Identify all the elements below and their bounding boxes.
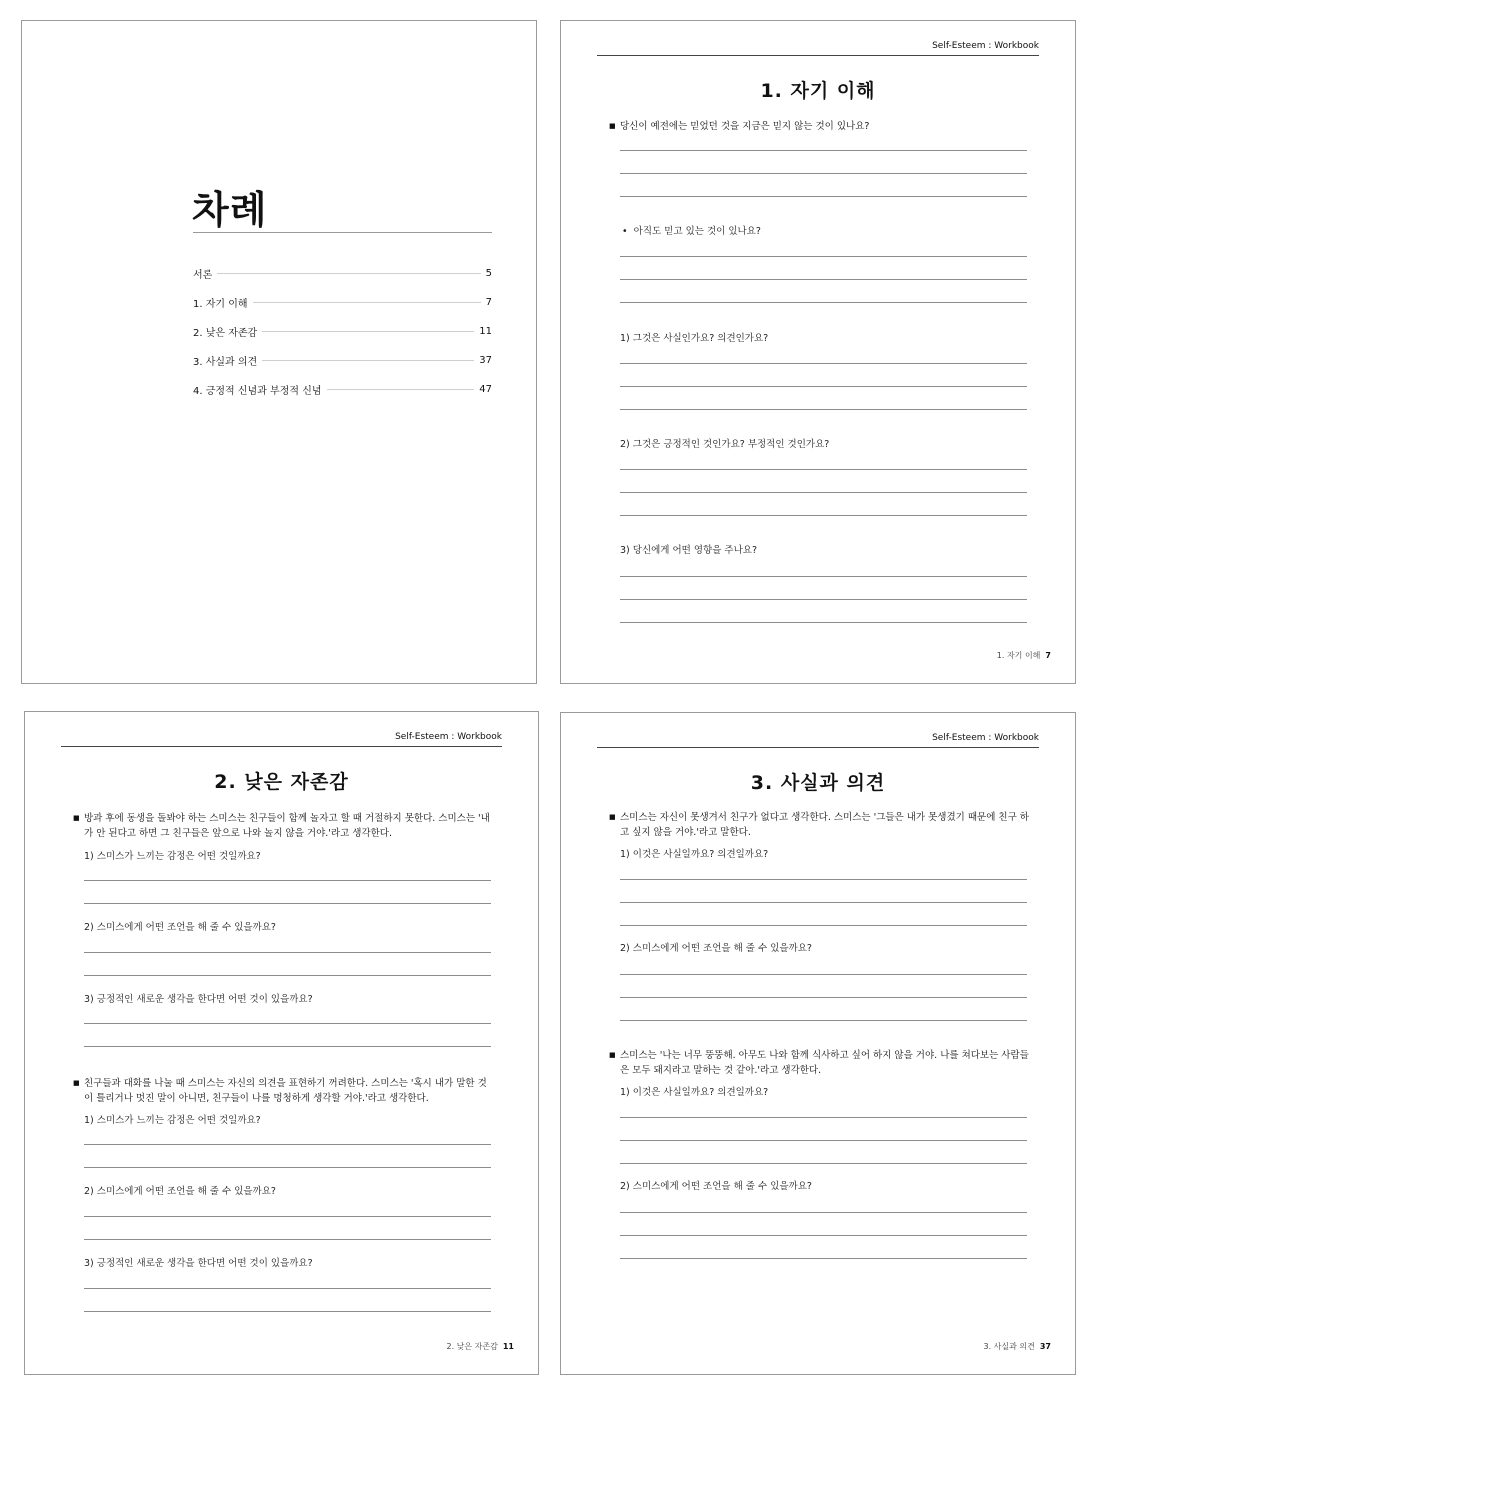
answer-line[interactable]: [620, 386, 1027, 387]
toc-entry[interactable]: [193, 317, 492, 346]
toc-entry[interactable]: [193, 259, 492, 288]
toc-entry-page: 5: [485, 268, 492, 279]
toc-entry-label: 2. 낮은 자존감: [193, 328, 258, 339]
answer-line[interactable]: [620, 576, 1027, 577]
answer-line[interactable]: [84, 952, 491, 953]
toc-entry-page: 37: [479, 355, 492, 366]
question: 3) 긍정적인 새로운 생각을 한다면 어떤 것이 있을까요?: [84, 1258, 313, 1269]
page-number: 11: [502, 1342, 514, 1351]
running-header: Self-Esteem : Workbook: [932, 733, 1039, 743]
answer-line[interactable]: [620, 1020, 1027, 1021]
answer-line[interactable]: [620, 902, 1027, 903]
answer-line[interactable]: [84, 975, 491, 976]
question: 2) 스미스에게 어떤 조언을 해 줄 수 있을까요?: [620, 943, 812, 954]
answer-line[interactable]: [620, 1163, 1027, 1164]
answer-line[interactable]: [620, 515, 1027, 516]
answer-line[interactable]: [620, 974, 1027, 975]
workbook-page-11: [24, 711, 539, 1375]
footer-section: 2. 낮은 자존감: [446, 1342, 498, 1351]
page-footer: [447, 1341, 515, 1352]
question: 2) 스미스에게 어떤 조언을 해 줄 수 있을까요?: [84, 922, 276, 933]
answer-line[interactable]: [84, 1167, 491, 1168]
toc-entry[interactable]: [193, 288, 492, 317]
toc-list: [193, 259, 492, 404]
question: 3) 긍정적인 새로운 생각을 한다면 어떤 것이 있을까요?: [84, 994, 313, 1005]
toc-leader: [217, 273, 480, 274]
answer-line[interactable]: [84, 880, 491, 881]
answer-line[interactable]: [620, 492, 1027, 493]
toc-leader: [262, 360, 474, 361]
header-rule: [597, 747, 1039, 748]
question: 1) 스미스가 느끼는 감정은 어떤 것일까요?: [84, 1115, 261, 1126]
page-title: 1. 자기 이해: [760, 80, 876, 102]
answer-line[interactable]: [620, 1212, 1027, 1213]
answer-line[interactable]: [620, 1258, 1027, 1259]
page-number: 37: [1039, 1342, 1051, 1351]
answer-line[interactable]: [84, 1144, 491, 1145]
toc-leader: [327, 389, 475, 390]
toc-entry-label: 서론: [193, 270, 213, 281]
page-number: 7: [1045, 651, 1051, 660]
answer-line[interactable]: [620, 196, 1027, 197]
case-text: ■ 스미스는 '나는 너무 뚱뚱해. 아무도 나와 함께 식사하고 싶어 하지 않을 거야. 나를 쳐다보는 사람들은 모두 돼지라고 말하는 것 같아.'라고 생각한다.: [609, 1048, 1029, 1078]
toc-title: 차례: [192, 188, 268, 232]
answer-line[interactable]: [620, 925, 1027, 926]
page-footer: [984, 1341, 1052, 1352]
question: 1) 이것은 사실일까요? 의견일까요?: [620, 1087, 769, 1098]
answer-line[interactable]: [620, 1117, 1027, 1118]
case-text: ■ 방과 후에 동생을 돌봐야 하는 스미스는 친구들이 함께 놀자고 할 때 거절하지 못한다. 스미스는 '내가 안 된다고 하면 그 친구들은 앞으로 나와 놀지 않을 거야.'라고 생각한다.: [73, 811, 493, 841]
prompt-text: ■ 당신이 예전에는 믿었던 것을 지금은 믿지 않는 것이 있나요?: [609, 119, 1029, 134]
answer-line[interactable]: [84, 1311, 491, 1312]
sub-question-text: 아직도 믿고 있는 것이 있나요?: [633, 226, 761, 237]
toc-entry-label: 3. 사실과 의견: [193, 357, 258, 368]
toc-leader: [262, 331, 474, 332]
answer-line[interactable]: [84, 1216, 491, 1217]
answer-line[interactable]: [620, 1235, 1027, 1236]
question: 2) 스미스에게 어떤 조언을 해 줄 수 있을까요?: [84, 1186, 276, 1197]
answer-line[interactable]: [84, 1046, 491, 1047]
toc-entry-page: 11: [479, 326, 492, 337]
question: 3) 당신에게 어떤 영향을 주나요?: [620, 545, 757, 556]
footer-section: 3. 사실과 의견: [983, 1342, 1035, 1351]
toc-divider: [193, 232, 492, 233]
answer-line[interactable]: [620, 279, 1027, 280]
case-text: ■ 스미스는 자신이 못생겨서 친구가 없다고 생각한다. 스미스는 '그들은 내가 못생겼기 때문에 친구 하고 싶지 않을 거야.'라고 말한다.: [609, 810, 1029, 840]
answer-line[interactable]: [84, 1288, 491, 1289]
workbook-page-7: [560, 20, 1076, 684]
toc-entry[interactable]: [193, 375, 492, 404]
workbook-page-37: [560, 712, 1076, 1375]
answer-line[interactable]: [84, 1239, 491, 1240]
answer-line[interactable]: [620, 409, 1027, 410]
toc-entry-page: 7: [485, 297, 492, 308]
case-text: ■ 친구들과 대화를 나눌 때 스미스는 자신의 의견을 표현하기 꺼려한다. 스미스는 '혹시 내가 말한 것이 틀리거나 멋진 말이 아니면, 친구들이 나를 멍청하게 생각할 거야.'라고 생각한다.: [73, 1076, 493, 1106]
answer-line[interactable]: [620, 150, 1027, 151]
question: 1) 이것은 사실일까요? 의견일까요?: [620, 849, 769, 860]
footer-section: 1. 자기 이해: [996, 651, 1041, 660]
toc-entry-label: 1. 자기 이해: [193, 299, 248, 310]
sub-question: • 아직도 믿고 있는 것이 있나요?: [622, 226, 761, 237]
running-header: Self-Esteem : Workbook: [395, 732, 502, 742]
answer-line[interactable]: [620, 622, 1027, 623]
answer-line[interactable]: [620, 879, 1027, 880]
answer-line[interactable]: [620, 363, 1027, 364]
toc-entry[interactable]: [193, 346, 492, 375]
answer-line[interactable]: [620, 256, 1027, 257]
question: 1) 스미스가 느끼는 감정은 어떤 것일까요?: [84, 851, 261, 862]
question: 2) 스미스에게 어떤 조언을 해 줄 수 있을까요?: [620, 1181, 812, 1192]
answer-line[interactable]: [620, 997, 1027, 998]
header-rule: [61, 746, 502, 747]
answer-line[interactable]: [84, 903, 491, 904]
toc-leader: [253, 302, 481, 303]
answer-line[interactable]: [620, 1140, 1027, 1141]
answer-line[interactable]: [620, 469, 1027, 470]
toc-entry-page: 47: [479, 384, 492, 395]
toc-page: [21, 20, 537, 684]
toc-entry-label: 4. 긍정적 신념과 부정적 신념: [193, 386, 322, 397]
page-title: 3. 사실과 의견: [750, 772, 886, 794]
page-title: 2. 낮은 자존감: [214, 771, 349, 793]
header-rule: [597, 55, 1039, 56]
question: 1) 그것은 사실인가요? 의견인가요?: [620, 333, 769, 344]
running-header: Self-Esteem : Workbook: [932, 41, 1039, 51]
answer-line[interactable]: [620, 599, 1027, 600]
page-footer: [997, 650, 1051, 661]
answer-line[interactable]: [84, 1023, 491, 1024]
question: 2) 그것은 긍정적인 것인가요? 부정적인 것인가요?: [620, 439, 830, 450]
answer-line[interactable]: [620, 302, 1027, 303]
answer-line[interactable]: [620, 173, 1027, 174]
